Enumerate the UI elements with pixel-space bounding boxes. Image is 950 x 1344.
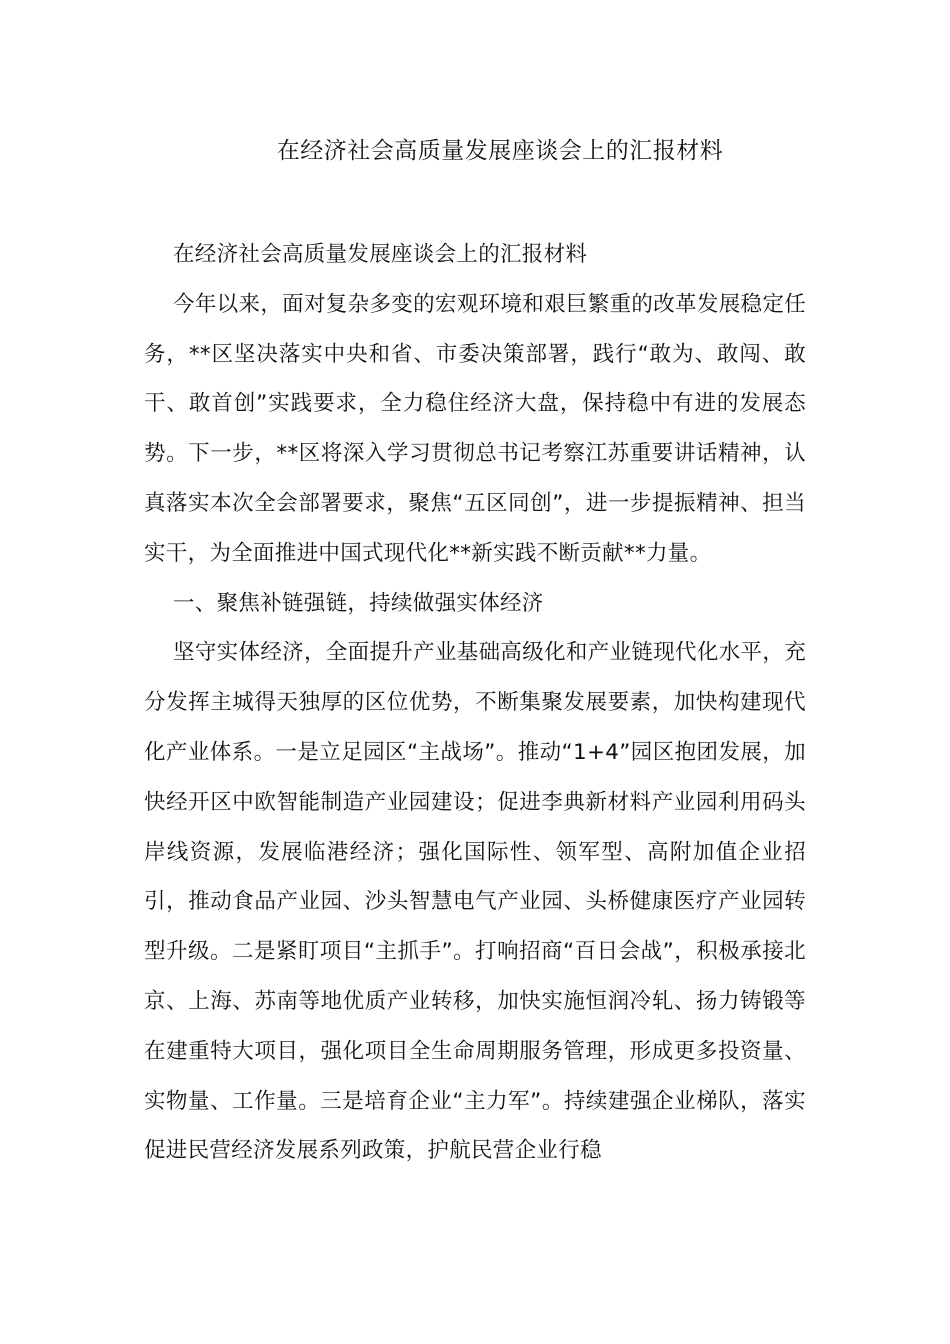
section-paragraph: 坚守实体经济，全面提升产业基础高级化和产业链现代化水平，充分发挥主城得天独厚的区位优势，不断集聚发展要素，加快构建现代化产业体系。一是立足园区“主战场”。推动“1+4”园区抱团发展，加快经开区中欧智能制造产业园建设；促进李典新材料产业园利用码头岸线资源，发展临港经济；强化国际性、领军型、高附加值企业招引，推动食品产业园、沙头智慧电气产业园、头桥健康医疗产业园转型升级。二是紧盯项目“主抓手”。打响招商“百日会战”，积极承接北京、上海、苏南等地优质产业转移，加快实施恒润冷轧、扬力铸锻等在建重特大项目，强化项目全生命周期服务管理，形成更多投资量、实物量、工作量。三是培育企业“主力军”。持续建强企业梯队，落实促进民营经济发展系列政策，护航民营企业行稳: [144, 640, 806, 1164]
intro-paragraph: 今年以来，面对复杂多变的宏观环境和艰巨繁重的改革发展稳定任务，**区坚决落实中央和省、市委决策部署，践行“敢为、敢闯、敢干、敢首创”实践要求，全力稳住经济大盘，保持稳中有进的发展态势。下一步，**区将深入学习贯彻总书记考察江苏重要讲话精神，认真落实本次全会部署要求，聚焦“五区同创”，进一步提振精神、担当实干，为全面推进中国式现代化**新实践不断贡献**力量。: [144, 291, 806, 566]
section-heading: 一、聚焦补链强链，持续做强实体经济: [173, 590, 544, 616]
body-subtitle: 在经济社会高质量发展座谈会上的汇报材料: [173, 242, 588, 267]
document-body: [144, 230, 806, 1176]
document-title: 在经济社会高质量发展座谈会上的汇报材料: [276, 138, 724, 164]
